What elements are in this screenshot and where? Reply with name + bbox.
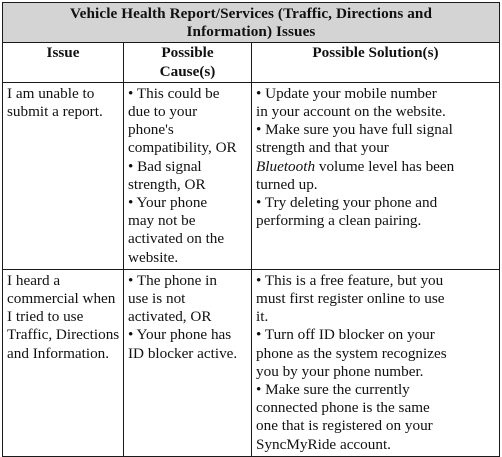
cause-cell <box>124 82 252 269</box>
table-title-line-1: Vehicle Health Report/Services (Traffic, Directions and <box>69 5 433 22</box>
solution-text-line: you by your phone number. <box>256 362 424 380</box>
header-causes-line-1: Possible <box>161 44 214 62</box>
issue-text-line: commercial when <box>7 290 116 308</box>
cause-text-line: due to your <box>128 103 198 121</box>
header-possible-causes <box>124 43 252 82</box>
solution-text-fragment: volume level has been <box>315 157 455 175</box>
header-solutions-label: Possible Solution(s) <box>312 44 439 62</box>
solution-text-line: turned up. <box>256 175 318 193</box>
solution-text-line: • Update your mobile number <box>256 84 437 102</box>
solution-text-line: • Try deleting your phone and <box>256 194 438 212</box>
solution-text-line: SyncMyRide account. <box>256 435 391 453</box>
solution-text-line: it. <box>256 308 269 326</box>
cause-text-line: activated, OR <box>128 308 212 326</box>
cause-text-line: website. <box>128 248 179 266</box>
cause-text-line: • Bad signal <box>128 157 202 175</box>
table-title <box>3 3 500 43</box>
cause-text-line: activated on the <box>128 230 225 248</box>
table-title-line-2: Information) Issues <box>186 23 316 41</box>
header-possible-solutions <box>252 43 500 82</box>
bluetooth-italic-text: Bluetooth <box>256 157 316 175</box>
solution-cell <box>252 269 500 456</box>
cause-text-line: • The phone in <box>128 271 217 289</box>
issue-text-line: I am unable to <box>7 84 95 102</box>
vehicle-health-issues-table <box>2 2 500 457</box>
table-row <box>3 269 500 456</box>
issue-cell <box>3 82 124 269</box>
solution-text-line: • Make sure you have full signal <box>256 121 453 139</box>
cause-text-line: strength, OR <box>128 175 206 193</box>
solution-text-line: performing a clean pairing. <box>256 212 422 230</box>
header-issue <box>3 43 124 82</box>
solution-text-line: strength and that your <box>256 139 389 157</box>
solution-text-line: connected phone is the same <box>256 399 430 417</box>
solution-text-line: one that is registered on your <box>256 417 433 435</box>
solution-text-line: must first register online to use <box>256 290 445 308</box>
cause-text-line: compatibility, OR <box>128 139 237 157</box>
table-header-row <box>3 43 500 82</box>
cause-text-line: • Your phone <box>128 194 208 212</box>
issue-text-line: submit a report. <box>7 103 103 121</box>
cause-text-line: ID blocker active. <box>128 344 238 362</box>
cause-text-line: phone's <box>128 121 174 139</box>
issue-cell <box>3 269 124 456</box>
issue-text-line: I tried to use <box>7 308 84 326</box>
cause-text-line: • Your phone has <box>128 326 232 344</box>
cause-cell <box>124 269 252 456</box>
solution-text-line: • Make sure the currently <box>256 381 410 399</box>
table-title-row <box>3 3 500 43</box>
header-issue-label: Issue <box>46 44 80 62</box>
cause-text-line: may not be <box>128 212 196 230</box>
cause-text-line: use is not <box>128 290 186 308</box>
solution-text-line: phone as the system recognizes <box>256 344 447 362</box>
header-causes-line-2: Cause(s) <box>159 62 216 80</box>
issue-text-line: I heard a <box>7 271 61 289</box>
solution-text-line: in your account on the website. <box>256 103 446 121</box>
solution-text-line-bluetooth <box>256 158 494 176</box>
issue-text-line: Traffic, Directions <box>7 326 120 344</box>
table-row <box>3 82 500 269</box>
solution-text-line: • Turn off ID blocker on your <box>256 326 435 344</box>
solution-text-line: • This is a free feature, but you <box>256 271 444 289</box>
cause-text-line: • This could be <box>128 84 220 102</box>
solution-cell <box>252 82 500 269</box>
issue-text-line: and Information. <box>7 344 110 362</box>
